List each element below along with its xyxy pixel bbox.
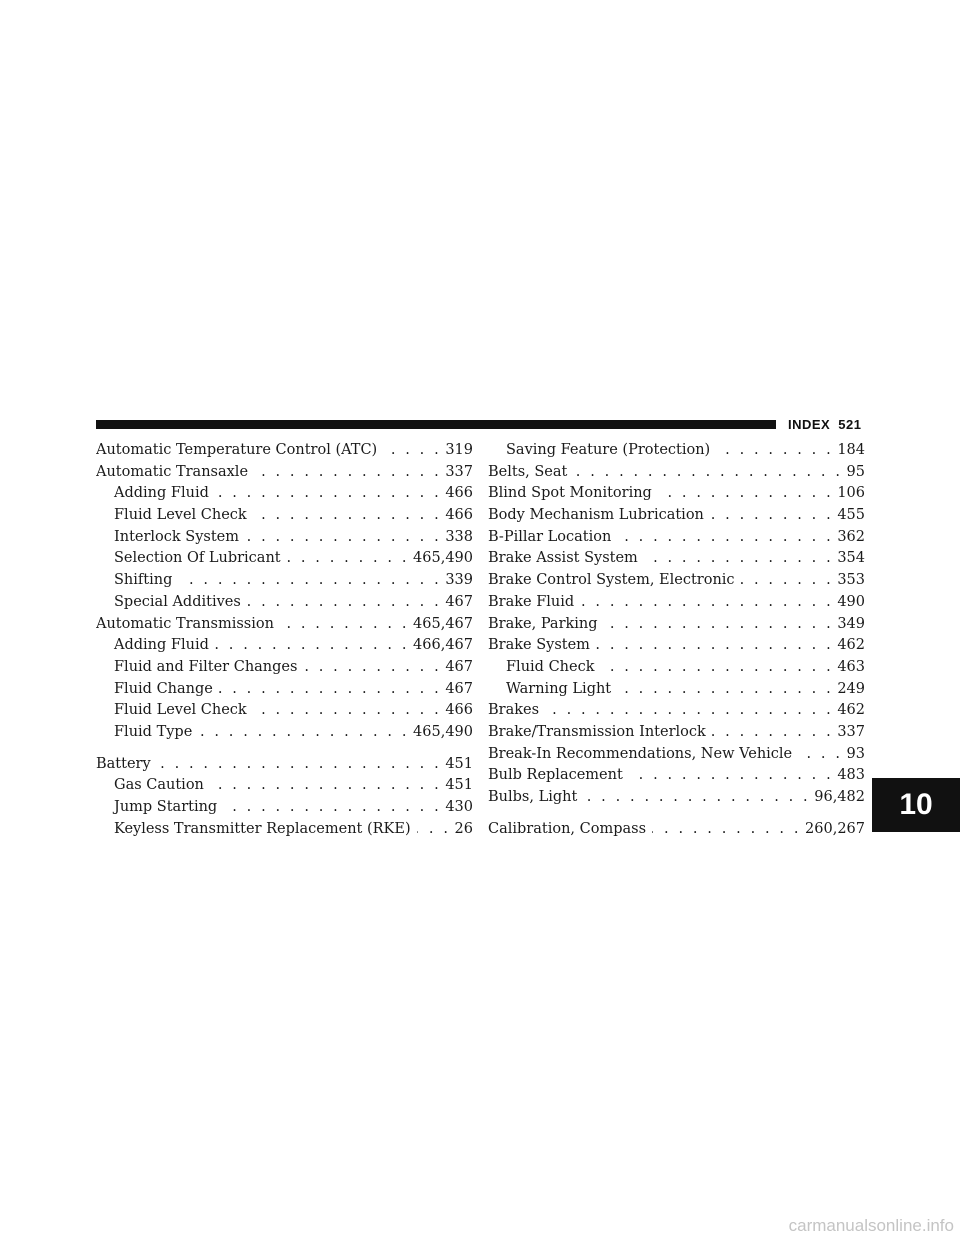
index-entry (96, 819, 473, 841)
dot-leader (580, 592, 833, 614)
entry-page-ref: 463 (837, 658, 865, 675)
entry-page-ref: 184 (837, 442, 865, 458)
entry-page-ref: 465,490 (413, 723, 473, 740)
dot-leader (644, 548, 834, 570)
index-entry (488, 483, 865, 505)
dot-leader (215, 483, 441, 505)
entry-label: Gas Caution (114, 777, 204, 794)
dot-leader (710, 505, 833, 527)
entry-label: Blind Spot Monitoring (488, 485, 652, 502)
entry-page-ref: 467 (445, 658, 473, 675)
entry-label: Brake System (488, 637, 590, 654)
dot-leader (247, 592, 442, 614)
index-entry (96, 797, 473, 819)
dot-leader (712, 722, 834, 744)
dot-leader (245, 527, 441, 549)
entry-label: Interlock System (114, 528, 240, 545)
dot-leader (617, 679, 833, 701)
dot-leader (629, 765, 834, 787)
index-entry (96, 548, 473, 570)
dot-leader (280, 614, 409, 636)
index-entry (488, 700, 865, 722)
entry-label: Keyless Transmitter Replacement (RKE) (114, 820, 411, 837)
index-entry (96, 483, 473, 505)
entry-page-ref: 354 (837, 550, 865, 567)
entry-page-ref: 349 (837, 615, 865, 632)
entry-page-ref: 339 (445, 572, 473, 589)
dot-leader (215, 635, 409, 657)
entry-label: Bulb Replacement (488, 767, 623, 784)
entry-page-ref: 490 (837, 593, 865, 610)
entry-label: Body Mechanism Lubrication (488, 507, 704, 524)
entry-page-ref: 467 (445, 593, 473, 610)
dot-leader (716, 440, 833, 462)
index-entry (488, 635, 865, 657)
entry-page-ref: 466,467 (413, 637, 473, 654)
entry-page-ref: 337 (445, 463, 473, 480)
entry-page-ref: 337 (837, 723, 865, 740)
entry-label: B-Pillar Location (488, 528, 612, 545)
index-entry (488, 440, 865, 462)
entry-label: Shifting (114, 572, 173, 589)
running-header (788, 417, 861, 432)
index-column-right (488, 440, 865, 840)
dot-leader (223, 797, 441, 819)
entry-label: Brakes (488, 702, 540, 719)
entry-page-ref: 338 (445, 528, 473, 545)
entry-page-ref: 455 (837, 507, 865, 524)
dot-leader (383, 440, 441, 462)
index-entry (96, 700, 473, 722)
index-entry (96, 440, 473, 462)
entry-label: Fluid Change (114, 680, 213, 697)
index-entry (488, 722, 865, 744)
dot-leader (604, 614, 834, 636)
entry-label: Jump Starting (114, 799, 218, 815)
index-entry (96, 570, 473, 592)
dot-leader (798, 744, 842, 766)
entry-label: Fluid Check (506, 658, 595, 675)
index-entry (488, 679, 865, 701)
entry-label: Break-In Recommendations, New Vehicle (488, 745, 793, 762)
entry-page-ref: 249 (837, 680, 865, 697)
entry-page-ref: 467 (445, 680, 473, 697)
index-entry (96, 679, 473, 701)
index-entry (488, 787, 865, 809)
index-column-left (96, 440, 473, 840)
entry-page-ref: 106 (837, 485, 865, 502)
entry-label: Adding Fluid (114, 485, 209, 502)
index-entry (488, 765, 865, 787)
entry-page-ref: 451 (445, 755, 473, 772)
dot-leader (287, 548, 409, 570)
entry-page-ref: 93 (846, 745, 865, 762)
entry-label: Saving Feature (Protection) (506, 442, 711, 458)
index-entry (488, 462, 865, 484)
entry-page-ref: 483 (837, 767, 865, 784)
entry-page-ref: 466 (445, 702, 473, 719)
entry-label: Brake Control System, Electronic (488, 572, 735, 589)
dot-leader (303, 657, 441, 679)
entry-label: Brake/Transmission Interlock (488, 723, 706, 740)
entry-label: Calibration, Compass (488, 820, 647, 837)
dot-leader (741, 570, 834, 592)
page-number: 521 (838, 417, 862, 432)
dot-leader (210, 775, 441, 797)
index-entry (488, 614, 865, 636)
dot-leader (253, 700, 442, 722)
entry-page-ref: 430 (445, 799, 473, 815)
entry-page-ref: 462 (837, 637, 865, 654)
index-entry (488, 548, 865, 570)
entry-label: Fluid and Filter Changes (114, 658, 298, 675)
index-entry (96, 722, 473, 744)
entry-page-ref: 319 (445, 442, 473, 458)
entry-page-ref: 466 (445, 485, 473, 502)
entry-label: Fluid Type (114, 723, 193, 740)
index-entry (488, 657, 865, 679)
index-entry (96, 754, 473, 776)
dot-leader (157, 754, 442, 776)
chapter-tab: 10 (872, 778, 960, 832)
index-entry (96, 657, 473, 679)
entry-page-ref: 465,490 (413, 550, 473, 567)
entry-label: Adding Fluid (114, 637, 209, 654)
watermark: carmanualsonline.info (788, 1216, 954, 1235)
index-entry (488, 570, 865, 592)
entry-label: Selection Of Lubricant (114, 550, 281, 567)
dot-leader (601, 657, 834, 679)
entry-page-ref: 451 (445, 777, 473, 794)
entry-label: Fluid Level Check (114, 702, 247, 719)
entry-label: Bulbs, Light (488, 789, 578, 805)
entry-label: Brake, Parking (488, 615, 598, 632)
dot-leader (417, 819, 451, 841)
index-entry (488, 527, 865, 549)
entry-label: Warning Light (506, 680, 612, 697)
index-entry (96, 527, 473, 549)
entry-page-ref: 260,267 (805, 820, 865, 837)
index-entry (488, 744, 865, 766)
entry-page-ref: 26 (454, 820, 473, 837)
index-entry (96, 614, 473, 636)
section-title: INDEX (788, 417, 831, 432)
entry-label: Belts, Seat (488, 463, 568, 480)
index-entry (96, 635, 473, 657)
entry-label: Fluid Level Check (114, 507, 247, 524)
dot-leader (219, 679, 441, 701)
entry-label: Brake Assist System (488, 550, 638, 567)
dot-leader (573, 462, 842, 484)
dot-leader (617, 527, 833, 549)
entry-label: Automatic Transaxle (96, 463, 249, 480)
entry-label: Automatic Transmission (96, 615, 274, 632)
entry-label: Automatic Temperature Control (ATC) (96, 442, 378, 458)
index-entry (96, 505, 473, 527)
index-entry (488, 592, 865, 614)
entry-label: Special Additives (114, 593, 241, 610)
index-entry (96, 462, 473, 484)
entry-label: Battery (96, 755, 151, 772)
dot-leader (583, 787, 810, 809)
dot-leader (254, 462, 441, 484)
index-entry (96, 775, 473, 797)
header-rule (96, 420, 776, 429)
entry-page-ref: 95 (846, 463, 865, 480)
dot-leader (658, 483, 833, 505)
dot-leader (652, 819, 801, 841)
dot-leader (178, 570, 441, 592)
entry-page-ref: 362 (837, 528, 865, 545)
dot-leader (545, 700, 833, 722)
entry-page-ref: 462 (837, 702, 865, 719)
entry-page-ref: 466 (445, 507, 473, 524)
entry-page-ref: 465,467 (413, 615, 473, 632)
dot-leader (198, 722, 409, 744)
index-entry (96, 592, 473, 614)
entry-page-ref: 353 (837, 572, 865, 589)
dot-leader (596, 635, 833, 657)
index-entry (488, 505, 865, 527)
dot-leader (253, 505, 442, 527)
index-entry (488, 819, 865, 841)
entry-page-ref: 96,482 (814, 789, 865, 805)
entry-label: Brake Fluid (488, 593, 575, 610)
